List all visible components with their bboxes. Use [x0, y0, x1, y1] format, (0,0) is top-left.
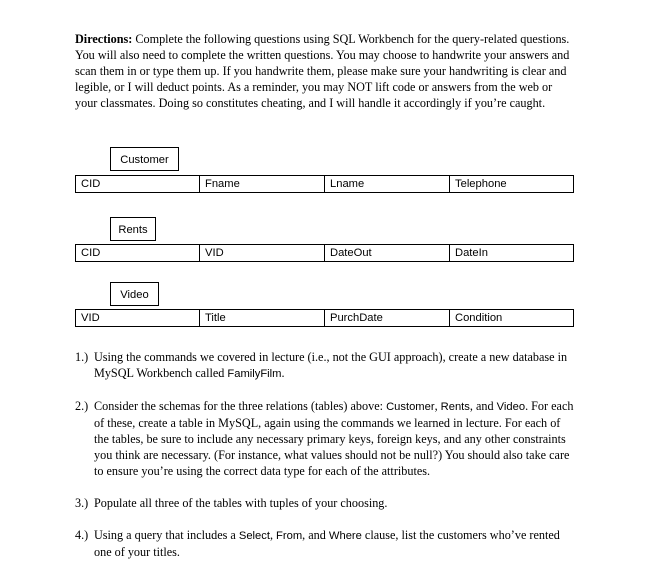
table-name-rents: Rents — [440, 401, 470, 413]
attribute-purchdate: PurchDate — [325, 310, 450, 326]
relation-name-customer: Customer — [110, 147, 179, 171]
sql-keyword-where: Where — [328, 530, 362, 542]
attribute-title: Title — [200, 310, 325, 326]
attribute-cid: CID — [76, 176, 200, 192]
question-text-part: , — [269, 528, 277, 542]
sql-keyword-select: Select — [238, 530, 270, 542]
question-1 — [75, 349, 575, 382]
attribute-lname: Lname — [325, 176, 450, 192]
question-text — [94, 527, 575, 560]
question-text-part: clause, list the customers who’ve rented one of your titles. — [94, 528, 560, 559]
question-text-part: , and — [469, 399, 497, 413]
question-text — [94, 398, 575, 479]
question-3 — [75, 495, 575, 511]
question-text-part: Using the commands we covered in lecture (i.e., not the GUI approach), create a new database in MySQL Workbench called — [94, 350, 568, 380]
question-text: Populate all three of the tables with tuples of your choosing. — [94, 496, 388, 510]
attribute-telephone: Telephone — [455, 178, 507, 190]
directions-paragraph — [75, 31, 575, 111]
database-name: FamilyFilm — [227, 368, 282, 380]
question-number: 2.) — [75, 399, 89, 413]
table-name-customer: Customer — [386, 401, 435, 413]
attribute-vid: VID — [76, 310, 200, 326]
question-text — [94, 349, 575, 382]
relation-schema-video — [75, 309, 574, 327]
question-text-part: , — [434, 399, 441, 413]
attribute-datein: DateIn — [455, 247, 488, 259]
relation-schema-rents — [75, 244, 574, 262]
question-number: 3.) — [75, 496, 89, 510]
relation-name-video: Video — [110, 282, 159, 306]
attribute-cid: CID — [76, 245, 200, 261]
question-4 — [75, 527, 575, 560]
table-name-video: Video — [496, 401, 526, 413]
attribute-vid: VID — [200, 245, 325, 261]
relation-schema-customer — [75, 175, 574, 193]
question-list — [75, 349, 575, 576]
directions-heading: Directions: — [75, 32, 133, 46]
relation-name-rents: Rents — [110, 217, 156, 241]
sql-keyword-from: From — [276, 530, 303, 542]
question-text-part: Using a query that includes a — [94, 528, 239, 542]
question-text-part: . — [281, 366, 285, 380]
directions-text: Complete the following questions using SQL Workbench for the query-related questions. You will also need to complete the written questions. You may choose to handwrite your answers and scan them in or type them up. If you handwrite them, please make sure your handwriting is clear and legible, or I will deduct points. As a reminder, you may NOT lift code or answers from the web or your classmates. Doing so constitutes cheating, and I will handle it accordingly if you’re caught. — [75, 32, 570, 110]
attribute-fname: Fname — [200, 176, 325, 192]
question-text-part: . For each of these, create a table in MySQL, again using the commands we learned in lecture. For each of the tables, be sure to include any necessary primary keys, foreign keys, and any other constraints you think are necessary. (For instance, what values should not be null?) You should also take care to ensure you’re using the correct data type for each of the attributes. — [94, 399, 574, 478]
question-text-part: , and — [302, 528, 329, 542]
question-text-part: Consider the schemas for the three relations (tables) above: — [94, 399, 387, 413]
question-number: 4.) — [75, 528, 89, 542]
attribute-dateout: DateOut — [325, 245, 450, 261]
question-2 — [75, 398, 575, 479]
attribute-condition: Condition — [455, 312, 503, 324]
question-number: 1.) — [75, 350, 89, 364]
